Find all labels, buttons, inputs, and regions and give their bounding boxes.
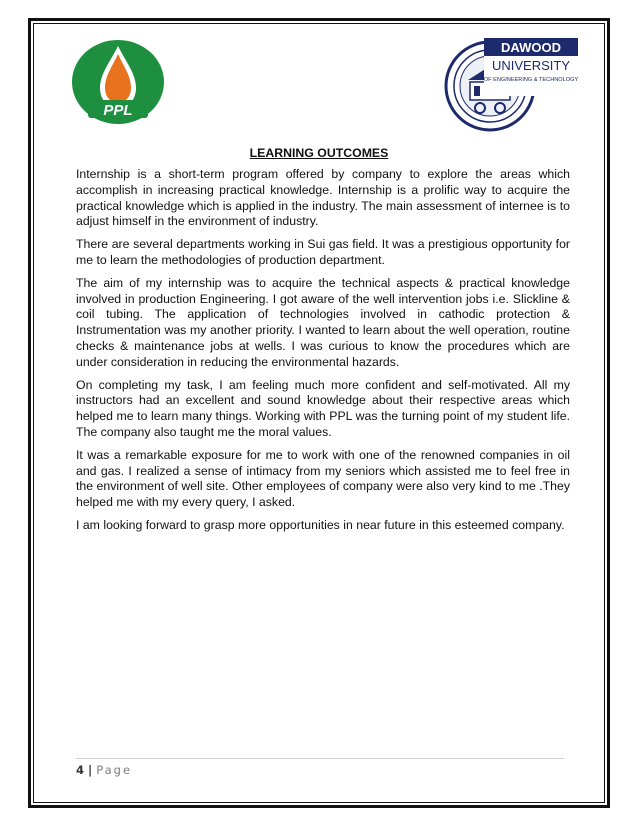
paragraph: Internship is a short-term program offered by company to explore the areas which accomplish in increasing practical knowledge. Internship is a prolific way to acquire the practical knowledge which is applied in the industry. The main assessment of internee is to adjust himself in the environment of industry.: [76, 167, 570, 229]
footer-separator: |: [88, 763, 93, 777]
dawood-logo-line3: OF ENGINEERING & TECHNOLOGY: [483, 77, 579, 83]
paragraph: On completing my task, I am feeling much more confident and self-motivated. All my instructors had an excellent and sound knowledge about their respective areas which helped me to learn many things. Working with PPL was the turning point of my student life. The company also taught me the moral values.: [76, 377, 570, 439]
page-number: 4: [76, 763, 85, 777]
paragraph: I am looking forward to grasp more opportunities in near future in this esteemed company.: [76, 517, 565, 532]
paragraph: There are several departments working in Sui gas field. It was a prestigious opportunity for me to learn the methodologies of production department.: [76, 237, 570, 267]
page-title: LEARNING OUTCOMES: [249, 146, 389, 160]
dawood-university-logo: [440, 36, 580, 132]
dawood-logo-line1: DAWOOD: [501, 40, 561, 55]
page-label: Page: [96, 763, 133, 777]
body-text: [76, 167, 570, 541]
paragraph: It was a remarkable exposure for me to work with one of the renowned companies in oil and gas. I realized a sense of intimacy from my seniors which assisted me to feel free in the environment of well site. Other employees of company were also very kind to me .They helped me with my every query, I asked.: [76, 447, 570, 510]
footer-divider: [76, 758, 564, 759]
ppl-logo: [70, 38, 166, 126]
dawood-logo-line2: UNIVERSITY: [491, 58, 571, 73]
ppl-logo-text: PPL: [103, 102, 133, 119]
paragraph: The aim of my internship was to acquire the technical aspects & practical knowledge involved in production Engineering. I got aware of the well intervention jobs i.e. Slickline & coil tubing. The application of technologies involved in cathodic protection & Instrumentation was my another priority. I wanted to learn about the well operation, routine checks & maintenance jobs at wells. I was curious to know the procedures which are under consideration in reducing the environmental hazards.: [76, 275, 570, 369]
page-footer: [76, 763, 132, 777]
